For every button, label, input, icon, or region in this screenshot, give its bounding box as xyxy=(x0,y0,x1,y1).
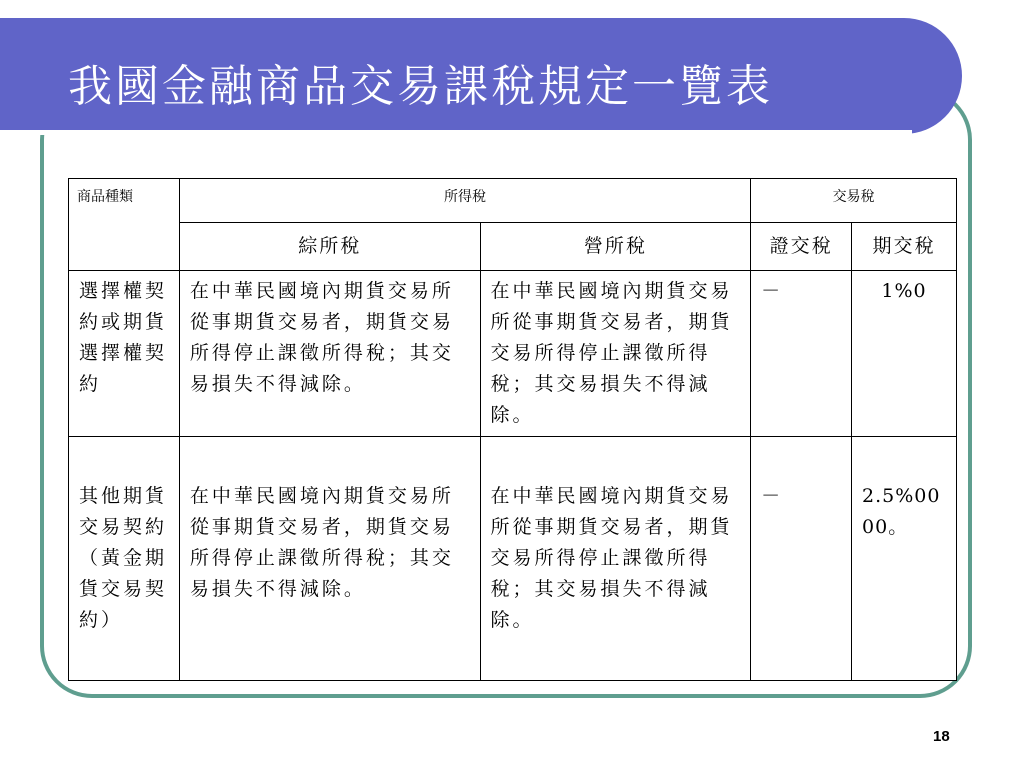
header-row-1 xyxy=(69,179,957,223)
consolidated-tax-cell: 在中華民國境內期貨交易所從事期貨交易者，期貨交易所得停止課徵所得稅；其交易損失不得減除。 xyxy=(179,437,480,681)
header-business-income-tax: 營所稅 xyxy=(480,223,751,271)
securities-tax-cell: － xyxy=(751,271,852,437)
header-transaction-tax: 交易稅 xyxy=(751,179,957,223)
header-row-2 xyxy=(69,223,957,271)
title-underline xyxy=(0,130,912,135)
securities-tax-cell: － xyxy=(751,437,852,681)
header-consolidated-income-tax: 綜所稅 xyxy=(179,223,480,271)
business-tax-cell: 在中華民國境內期貨交易所從事期貨交易者，期貨交易所得停止課徵所得稅；其交易損失不得減除。 xyxy=(480,271,751,437)
product-type-cell: 選擇權契約或期貨選擇權契約 xyxy=(69,271,180,437)
product-type-cell: 其他期貨交易契約（黃金期貨交易契約） xyxy=(69,437,180,681)
table-row xyxy=(69,271,957,437)
slide-title: 我國金融商品交易課稅規定一覽表 xyxy=(68,61,773,112)
tax-table xyxy=(68,178,957,681)
header-securities-transaction-tax: 證交稅 xyxy=(751,223,852,271)
consolidated-tax-cell: 在中華民國境內期貨交易所從事期貨交易者，期貨交易所得停止課徵所得稅；其交易損失不得減除。 xyxy=(179,271,480,437)
business-tax-cell: 在中華民國境內期貨交易所從事期貨交易者，期貨交易所得停止課徵所得稅；其交易損失不得減除。 xyxy=(480,437,751,681)
table-row xyxy=(69,437,957,681)
header-product-type: 商品種類 xyxy=(69,179,180,271)
futures-tax-cell: 1%0 xyxy=(852,271,957,437)
header-income-tax: 所得稅 xyxy=(179,179,750,223)
header-futures-transaction-tax: 期交稅 xyxy=(852,223,957,271)
futures-tax-cell: 2.5%0000。 xyxy=(852,437,957,681)
page-number: 18 xyxy=(933,728,950,745)
